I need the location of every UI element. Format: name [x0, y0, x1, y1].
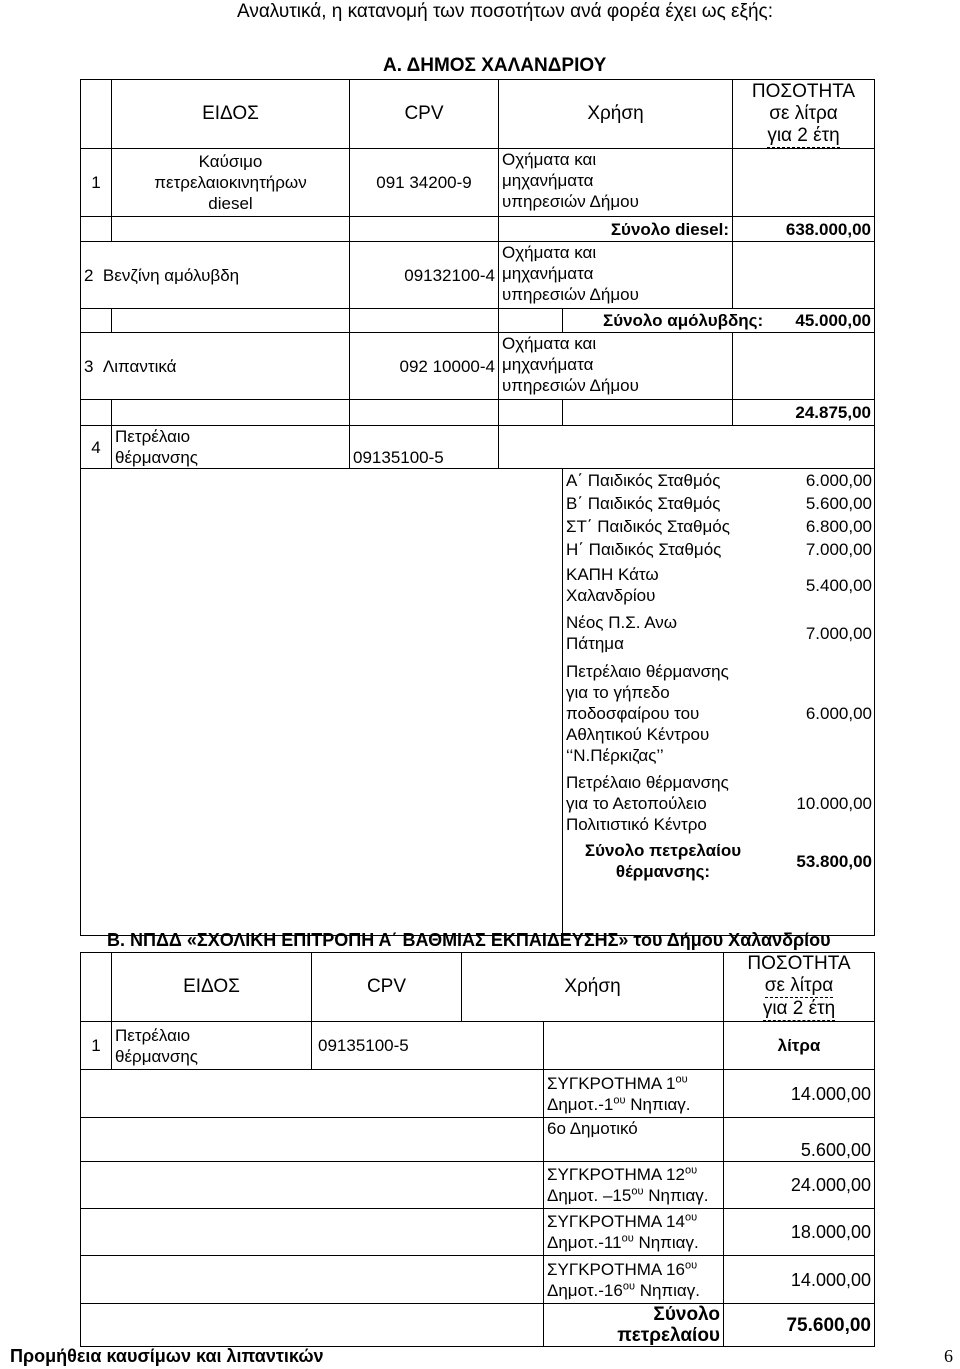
total-row: [81, 1304, 875, 1347]
heating-oil-list: [563, 469, 875, 885]
table-row: 2 Βενζίνη αμόλυβδη 09132100-4 Οχήματα και μηχανήματα υπηρεσιών Δήμου: [81, 242, 875, 309]
list-item: Β΄ Παιδικός Σταθμός 5.600,00: [566, 494, 872, 513]
total-label: Σύνολο diesel:: [499, 217, 733, 242]
item-cpv: 092 10000-4: [350, 333, 499, 400]
table-row: 1 Πετρέλαιο θέρμανσης 09135100-5 λίτρα: [81, 1022, 875, 1070]
footer-title: Προμήθεια καυσίμων και λιπαντικών: [10, 1346, 324, 1366]
item-use: Οχήματα και μηχανήματα υπηρεσιών Δήμου: [499, 333, 733, 400]
table-row: 3 Λιπαντικά 092 10000-4 Οχήματα και μηχανήματα υπηρεσιών Δήμου: [81, 333, 875, 400]
table-row: ΣΥΓΚΡΟΤΗΜΑ $14^{o\upsilon}$ $\Delta\eta\mu o\tau.-11^{o\upsilon}$ Νηπιαγ. 18.000,00: [81, 1209, 875, 1256]
table-row: [81, 400, 875, 426]
list-item: ΚΑΠΗ Κάτω Χαλανδρίου 5.400,00: [566, 565, 872, 605]
section-a-header-row: [81, 80, 875, 149]
total-value: 45.000,00: [795, 311, 871, 330]
table-row: [81, 469, 875, 936]
header-type: ΕΙΔΟΣ: [112, 80, 350, 149]
page-number: 6: [944, 1346, 953, 1366]
section-b-title: Β. ΝΠΔΔ «ΣΧΟΛΙΚΗ ΕΠΙΤΡΟΠΗ Α΄ ΒΑΘΜΙΑΣ ΕΚΠΑΙΔΕΥΣΗΣ» του Δήμου Χαλανδρίου: [107, 930, 831, 950]
total-label: Σύνολο αμόλυβδης:: [603, 311, 764, 330]
item-use: Οχήματα και μηχανήματα υπηρεσιών Δήμου: [499, 149, 733, 217]
table-row: ΣΥΓΚΡΟΤΗΜΑ $16^{o\upsilon}$ $\Delta\eta\mu o\tau.-16^{o\upsilon}$ Νηπιαγ. 14.000,00: [81, 1256, 875, 1304]
table-row: ΣΥΓΚΡΟΤΗΜΑ $12^{o\upsilon}$ Δημοτ. $-15^{o\upsilon}$ Νηπιαγ. 24.000,00: [81, 1162, 875, 1209]
item-cpv: 09135100-5: [312, 1022, 544, 1070]
list-item: Η΄ Παιδικός Σταθμός 7.000,00: [566, 540, 872, 559]
header-cpv: CPV: [312, 953, 462, 1022]
header-qty: ΠΟΣΟΤΗΤΑ σε λίτρα για 2 έτη: [724, 953, 875, 1022]
item-type: Πετρέλαιο θέρμανσης: [112, 1022, 312, 1070]
total-value: 75.600,00: [724, 1304, 875, 1347]
list-item: ΣΤ΄ Παιδικός Σταθμός 6.800,00: [566, 517, 872, 536]
section-a-table: [80, 79, 875, 936]
item-type: Πετρέλαιο θέρμανσης: [112, 426, 350, 469]
table-row: 1 Καύσιμο πετρελαιοκινητήρων diesel 091 34200-9 Οχήματα και μηχανήματα υπηρεσιών Δήμου: [81, 149, 875, 217]
list-item: Πετρέλαιο θέρμανσης για το γήπεδο ποδοσφαίρου του Αθλητικού Κέντρου ‘‘Ν.Πέρκιζας’’ 6.000,00: [566, 661, 872, 765]
section-a-title: Α. ΔΗΜΟΣ ΧΑΛΑΝΔΡΙΟΥ: [383, 55, 607, 76]
item-cpv: 091 34200-9: [350, 149, 499, 217]
header-type: ΕΙΔΟΣ: [112, 953, 312, 1022]
total-value: 638.000,00: [733, 217, 875, 242]
header-qty: ΠΟΣΟΤΗΤΑ σε λίτρα για 2 έτη: [733, 80, 875, 149]
item-type: Καύσιμο πετρελαιοκινητήρων diesel: [112, 149, 350, 217]
item-type: Βενζίνη αμόλυβδη: [102, 265, 240, 285]
header-use: Χρήση: [499, 80, 733, 149]
header-cpv: CPV: [350, 80, 499, 149]
item-cpv: 09135100-5: [350, 426, 499, 469]
table-row: [81, 217, 875, 242]
item-use: Οχήματα και μηχανήματα υπηρεσιών Δήμου: [499, 242, 733, 309]
table-row: 6ο Δημοτικό 5.600,00: [81, 1118, 875, 1162]
table-row: [81, 309, 875, 333]
list-item: Πετρέλαιο θέρμανσης για το Αετοπούλειο Πολιτιστικό Κέντρο 10.000,00: [566, 772, 872, 834]
total-value: 24.875,00: [733, 400, 875, 426]
list-item: Νέος Π.Σ. Ανω Πάτημα 7.000,00: [566, 613, 872, 653]
section-b-header-row: [81, 953, 875, 1022]
section-b-table: [80, 952, 875, 1347]
total-label: Σύνολο πετρελαίου: [544, 1304, 724, 1347]
item-type: Λιπαντικά: [102, 356, 177, 376]
unit-label: λίτρα: [724, 1022, 875, 1070]
intro-text: Αναλυτικά, η κατανομή των ποσοτήτων ανά φορέα έχει ως εξής:: [236, 1, 773, 22]
total-row: Σύνολο πετρελαίου θέρμανσης: 53.800,00: [584, 841, 872, 881]
table-row: 4 Πετρέλαιο θέρμανσης 09135100-5: [81, 426, 875, 469]
item-cpv: 09132100-4: [350, 242, 499, 309]
list-item: Α΄ Παιδικός Σταθμός 6.000,00: [566, 471, 872, 490]
table-row: ΣΥΓΚΡΟΤΗΜΑ $1^{o\upsilon}$ $\Delta\eta\mu o\tau.-1^{o\upsilon}$ Νηπιαγ. 14.000,00: [81, 1070, 875, 1118]
header-use: Χρήση: [462, 953, 724, 1022]
